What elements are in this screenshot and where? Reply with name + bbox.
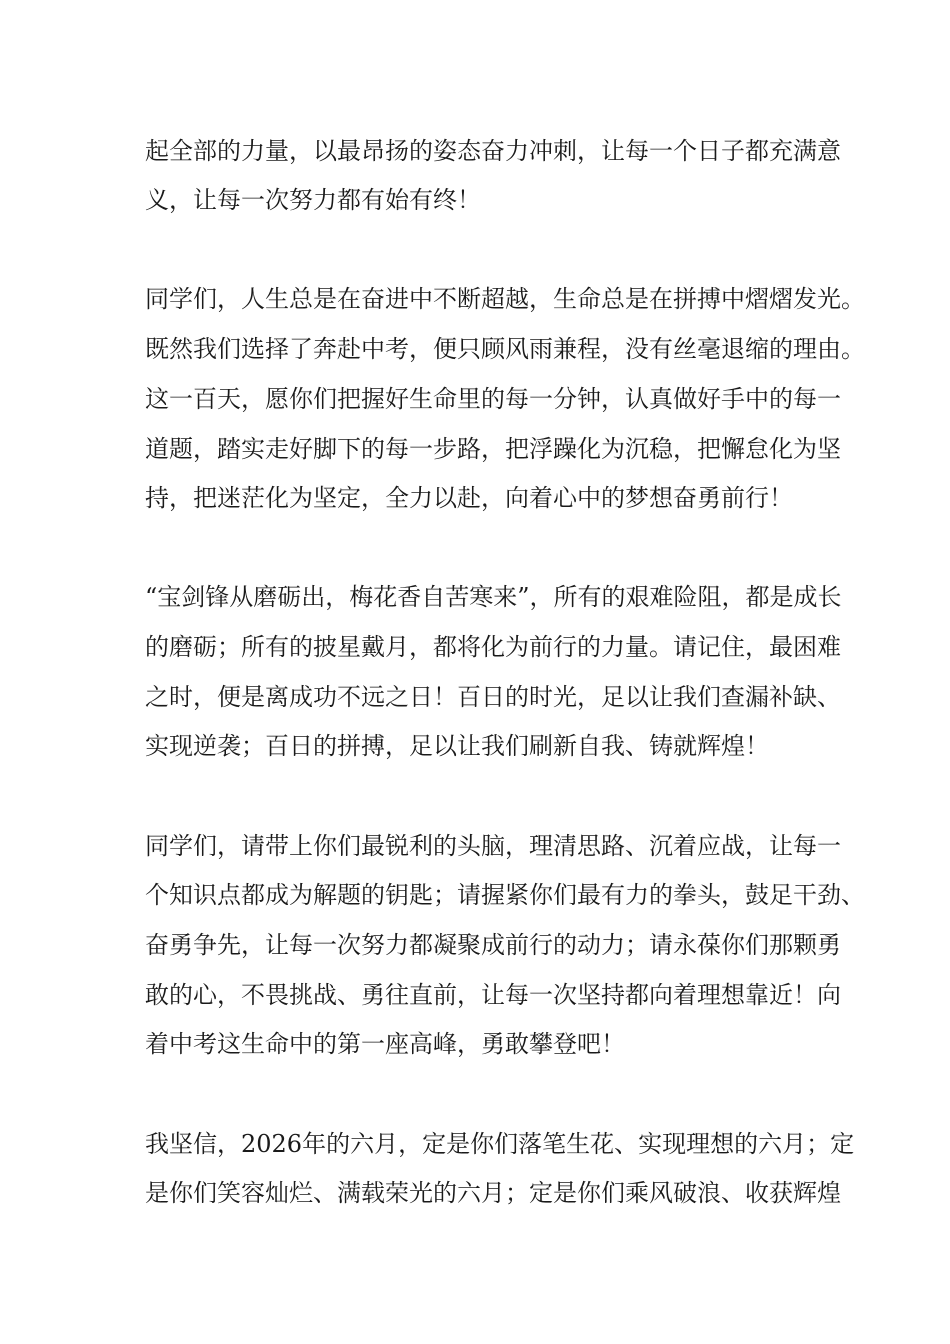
paragraph-2-line-2: 既然我们选择了奔赴中考，便只顾风雨兼程，没有丝毫退缩的理由。 — [145, 335, 865, 363]
paragraph-4-line-2: 个知识点都成为解题的钥匙；请握紧你们最有力的拳头，鼓足干劲、 — [145, 881, 865, 909]
paragraph-2-line-3: 这一百天，愿你们把握好生命里的每一分钟，认真做好手中的每一 — [145, 385, 841, 413]
paragraph-3-line-1: “宝剑锋从磨砺出，梅花香自苦寒来”，所有的艰难险阻，都是成长 — [145, 583, 842, 611]
paragraph-4-line-1: 同学们，请带上你们最锐利的头脑，理清思路、沉着应战，让每一 — [145, 832, 841, 860]
paragraph-3-line-4: 实现逆袭；百日的拼搏，足以让我们刷新自我、铸就辉煌！ — [145, 732, 769, 760]
paragraph-4-line-5: 着中考这生命中的第一座高峰，勇敢攀登吧！ — [145, 1030, 625, 1058]
paragraph-3-line-3: 之时，便是离成功不远之日！百日的时光，足以让我们查漏补缺、 — [145, 683, 841, 711]
paragraph-4-line-4: 敢的心，不畏挑战、勇往直前，让每一次坚持都向着理想靠近！向 — [145, 981, 841, 1009]
paragraph-1-line-2: 义，让每一次努力都有始有终！ — [145, 186, 481, 214]
paragraph-1-line-1: 起全部的力量，以最昂扬的姿态奋力冲刺，让每一个日子都充满意 — [145, 137, 841, 165]
paragraph-5-line-1: 我坚信，2026年的六月，定是你们落笔生花、实现理想的六月；定 — [145, 1130, 855, 1158]
paragraph-3-line-2: 的磨砺；所有的披星戴月，都将化为前行的力量。请记住，最困难 — [145, 633, 841, 661]
paragraph-2-line-1: 同学们，人生总是在奋进中不断超越，生命总是在拼搏中熠熠发光。 — [145, 285, 865, 313]
paragraph-2-line-5: 持，把迷茫化为坚定，全力以赴，向着心中的梦想奋勇前行！ — [145, 484, 793, 512]
paragraph-2-line-4: 道题，踏实走好脚下的每一步路，把浮躁化为沉稳，把懈怠化为坚 — [145, 435, 841, 463]
paragraph-5-line-2: 是你们笑容灿烂、满载荣光的六月；定是你们乘风破浪、收获辉煌 — [145, 1179, 841, 1207]
paragraph-4-line-3: 奋勇争先，让每一次努力都凝聚成前行的动力；请永葆你们那颗勇 — [145, 931, 841, 959]
